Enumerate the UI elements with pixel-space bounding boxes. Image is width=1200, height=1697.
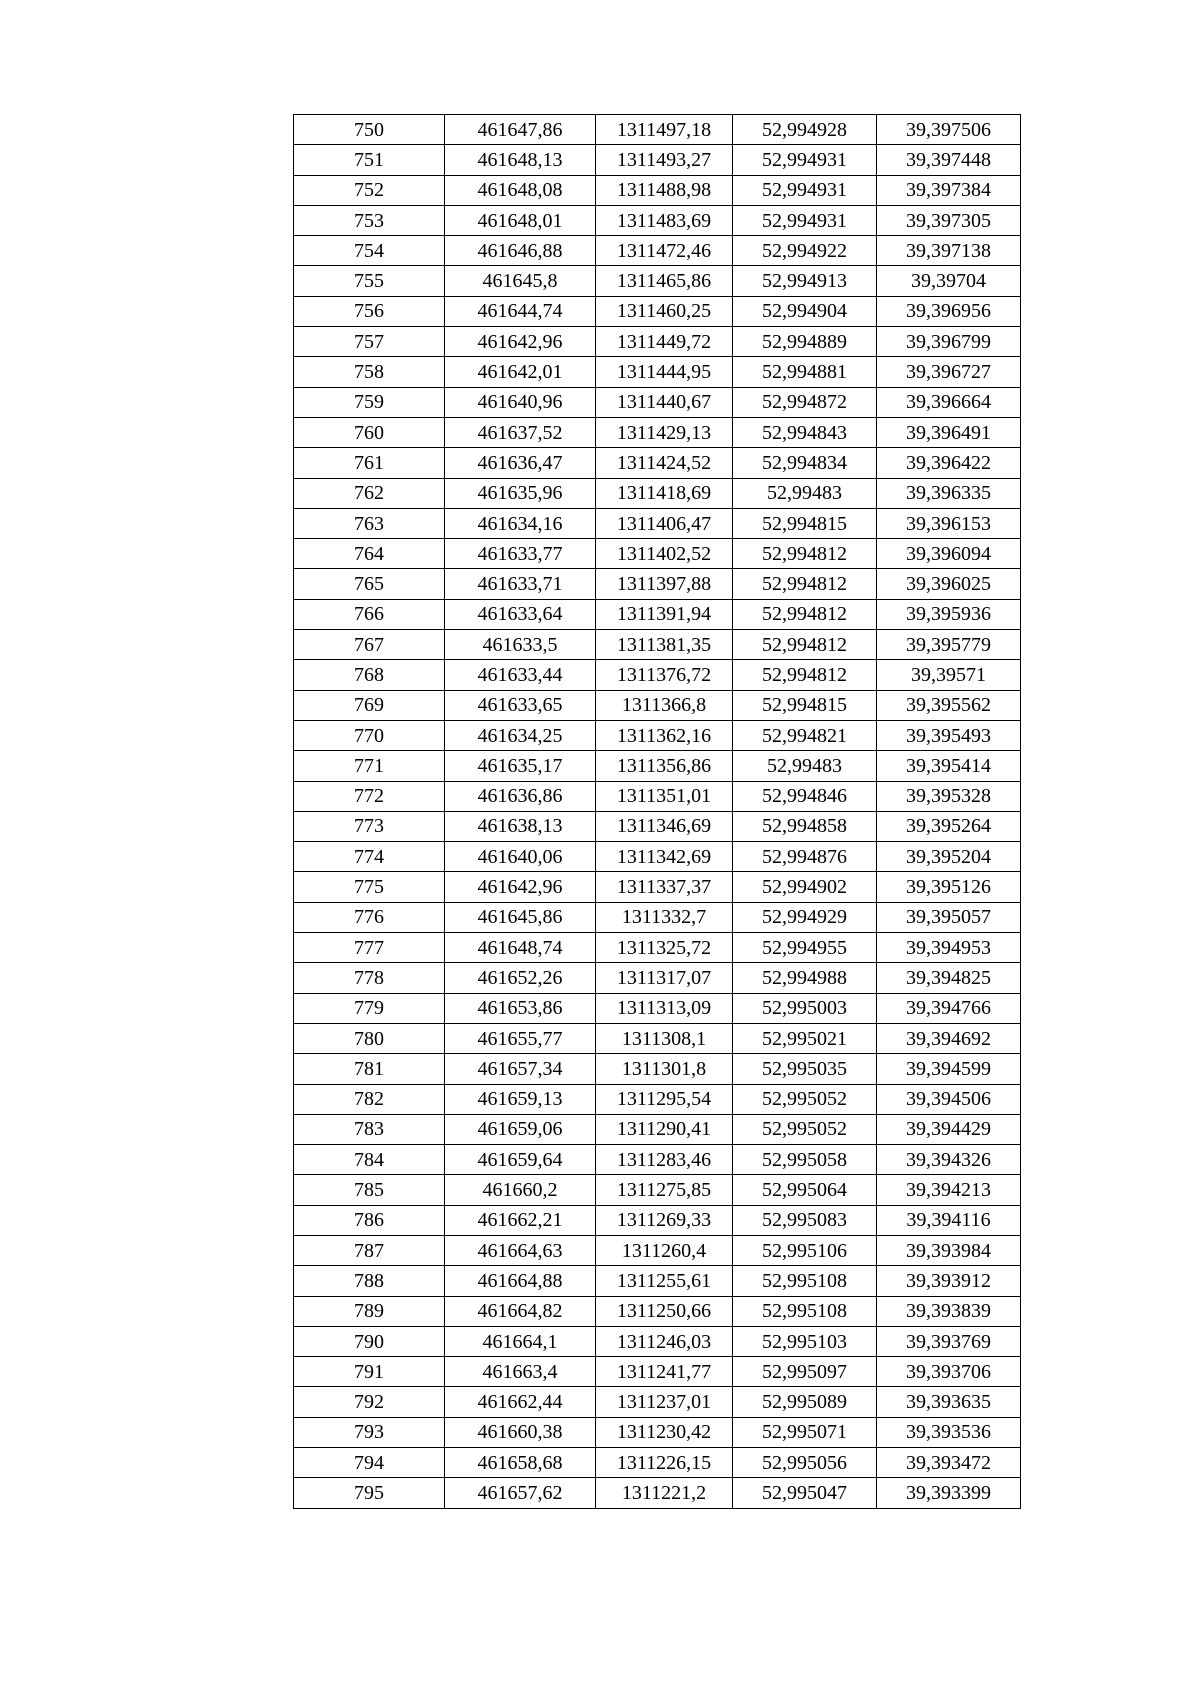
longitude-cell: 39,396025 (877, 569, 1021, 599)
table-row (294, 145, 1021, 175)
table-row (294, 1145, 1021, 1175)
x-coordinate-cell: 461633,71 (445, 569, 596, 599)
y-coordinate-cell: 1311351,01 (596, 781, 733, 811)
y-coordinate-cell: 1311308,1 (596, 1023, 733, 1053)
coordinates-table (293, 114, 1021, 1509)
y-coordinate-cell: 1311260,4 (596, 1235, 733, 1265)
longitude-cell: 39,39704 (877, 266, 1021, 296)
latitude-cell: 52,995108 (733, 1296, 877, 1326)
point-number-cell: 775 (294, 872, 445, 902)
table-row (294, 327, 1021, 357)
longitude-cell: 39,395562 (877, 690, 1021, 720)
latitude-cell: 52,994955 (733, 933, 877, 963)
y-coordinate-cell: 1311275,85 (596, 1175, 733, 1205)
x-coordinate-cell: 461633,5 (445, 630, 596, 660)
x-coordinate-cell: 461640,06 (445, 842, 596, 872)
y-coordinate-cell: 1311488,98 (596, 175, 733, 205)
longitude-cell: 39,396956 (877, 296, 1021, 326)
point-number-cell: 774 (294, 842, 445, 872)
point-number-cell: 776 (294, 902, 445, 932)
x-coordinate-cell: 461664,88 (445, 1266, 596, 1296)
point-number-cell: 763 (294, 508, 445, 538)
table-row (294, 236, 1021, 266)
point-number-cell: 764 (294, 539, 445, 569)
latitude-cell: 52,995108 (733, 1266, 877, 1296)
x-coordinate-cell: 461659,13 (445, 1084, 596, 1114)
latitude-cell: 52,994815 (733, 508, 877, 538)
latitude-cell: 52,994846 (733, 781, 877, 811)
longitude-cell: 39,394213 (877, 1175, 1021, 1205)
y-coordinate-cell: 1311237,01 (596, 1387, 733, 1417)
point-number-cell: 765 (294, 569, 445, 599)
longitude-cell: 39,395493 (877, 720, 1021, 750)
x-coordinate-cell: 461638,13 (445, 811, 596, 841)
x-coordinate-cell: 461648,13 (445, 145, 596, 175)
longitude-cell: 39,394506 (877, 1084, 1021, 1114)
latitude-cell: 52,995071 (733, 1417, 877, 1447)
x-coordinate-cell: 461645,8 (445, 266, 596, 296)
x-coordinate-cell: 461660,2 (445, 1175, 596, 1205)
y-coordinate-cell: 1311497,18 (596, 115, 733, 145)
y-coordinate-cell: 1311337,37 (596, 872, 733, 902)
point-number-cell: 778 (294, 963, 445, 993)
point-number-cell: 766 (294, 599, 445, 629)
y-coordinate-cell: 1311472,46 (596, 236, 733, 266)
x-coordinate-cell: 461633,64 (445, 599, 596, 629)
x-coordinate-cell: 461633,65 (445, 690, 596, 720)
x-coordinate-cell: 461644,74 (445, 296, 596, 326)
longitude-cell: 39,393536 (877, 1417, 1021, 1447)
point-number-cell: 754 (294, 236, 445, 266)
longitude-cell: 39,394953 (877, 933, 1021, 963)
latitude-cell: 52,995064 (733, 1175, 877, 1205)
longitude-cell: 39,393912 (877, 1266, 1021, 1296)
latitude-cell: 52,994904 (733, 296, 877, 326)
latitude-cell: 52,994858 (733, 811, 877, 841)
latitude-cell: 52,994876 (733, 842, 877, 872)
table-row (294, 993, 1021, 1023)
table-row (294, 417, 1021, 447)
y-coordinate-cell: 1311391,94 (596, 599, 733, 629)
table-row (294, 1296, 1021, 1326)
x-coordinate-cell: 461642,96 (445, 327, 596, 357)
latitude-cell: 52,99483 (733, 751, 877, 781)
point-number-cell: 780 (294, 1023, 445, 1053)
latitude-cell: 52,994931 (733, 205, 877, 235)
latitude-cell: 52,995103 (733, 1326, 877, 1356)
longitude-cell: 39,393399 (877, 1478, 1021, 1508)
table-row (294, 1054, 1021, 1084)
point-number-cell: 768 (294, 660, 445, 690)
point-number-cell: 773 (294, 811, 445, 841)
x-coordinate-cell: 461657,62 (445, 1478, 596, 1508)
longitude-cell: 39,393472 (877, 1448, 1021, 1478)
x-coordinate-cell: 461664,63 (445, 1235, 596, 1265)
y-coordinate-cell: 1311332,7 (596, 902, 733, 932)
longitude-cell: 39,397384 (877, 175, 1021, 205)
longitude-cell: 39,394599 (877, 1054, 1021, 1084)
point-number-cell: 794 (294, 1448, 445, 1478)
latitude-cell: 52,994931 (733, 175, 877, 205)
x-coordinate-cell: 461658,68 (445, 1448, 596, 1478)
longitude-cell: 39,396799 (877, 327, 1021, 357)
longitude-cell: 39,394825 (877, 963, 1021, 993)
table-row (294, 1084, 1021, 1114)
coordinates-table-body (294, 115, 1021, 1509)
point-number-cell: 758 (294, 357, 445, 387)
y-coordinate-cell: 1311342,69 (596, 842, 733, 872)
x-coordinate-cell: 461648,01 (445, 205, 596, 235)
table-row (294, 781, 1021, 811)
x-coordinate-cell: 461648,08 (445, 175, 596, 205)
table-row (294, 751, 1021, 781)
x-coordinate-cell: 461635,96 (445, 478, 596, 508)
y-coordinate-cell: 1311397,88 (596, 569, 733, 599)
latitude-cell: 52,995035 (733, 1054, 877, 1084)
x-coordinate-cell: 461634,16 (445, 508, 596, 538)
x-coordinate-cell: 461633,44 (445, 660, 596, 690)
point-number-cell: 792 (294, 1387, 445, 1417)
y-coordinate-cell: 1311226,15 (596, 1448, 733, 1478)
x-coordinate-cell: 461662,21 (445, 1205, 596, 1235)
table-row (294, 448, 1021, 478)
latitude-cell: 52,995083 (733, 1205, 877, 1235)
latitude-cell: 52,994988 (733, 963, 877, 993)
x-coordinate-cell: 461637,52 (445, 417, 596, 447)
table-row (294, 963, 1021, 993)
latitude-cell: 52,994812 (733, 539, 877, 569)
longitude-cell: 39,395936 (877, 599, 1021, 629)
y-coordinate-cell: 1311460,25 (596, 296, 733, 326)
longitude-cell: 39,393984 (877, 1235, 1021, 1265)
table-row (294, 630, 1021, 660)
table-row (294, 1175, 1021, 1205)
table-row (294, 1357, 1021, 1387)
x-coordinate-cell: 461662,44 (445, 1387, 596, 1417)
latitude-cell: 52,994812 (733, 660, 877, 690)
y-coordinate-cell: 1311283,46 (596, 1145, 733, 1175)
longitude-cell: 39,393769 (877, 1326, 1021, 1356)
y-coordinate-cell: 1311317,07 (596, 963, 733, 993)
longitude-cell: 39,394766 (877, 993, 1021, 1023)
latitude-cell: 52,995089 (733, 1387, 877, 1417)
x-coordinate-cell: 461633,77 (445, 539, 596, 569)
longitude-cell: 39,396727 (877, 357, 1021, 387)
point-number-cell: 789 (294, 1296, 445, 1326)
latitude-cell: 52,995047 (733, 1478, 877, 1508)
longitude-cell: 39,396664 (877, 387, 1021, 417)
longitude-cell: 39,397506 (877, 115, 1021, 145)
table-row (294, 1326, 1021, 1356)
y-coordinate-cell: 1311230,42 (596, 1417, 733, 1447)
table-row (294, 1235, 1021, 1265)
longitude-cell: 39,396153 (877, 508, 1021, 538)
longitude-cell: 39,394326 (877, 1145, 1021, 1175)
y-coordinate-cell: 1311269,33 (596, 1205, 733, 1235)
point-number-cell: 770 (294, 720, 445, 750)
y-coordinate-cell: 1311429,13 (596, 417, 733, 447)
point-number-cell: 781 (294, 1054, 445, 1084)
point-number-cell: 782 (294, 1084, 445, 1114)
table-row (294, 266, 1021, 296)
point-number-cell: 790 (294, 1326, 445, 1356)
table-row (294, 357, 1021, 387)
table-row (294, 690, 1021, 720)
point-number-cell: 784 (294, 1145, 445, 1175)
y-coordinate-cell: 1311295,54 (596, 1084, 733, 1114)
longitude-cell: 39,393839 (877, 1296, 1021, 1326)
point-number-cell: 771 (294, 751, 445, 781)
x-coordinate-cell: 461652,26 (445, 963, 596, 993)
y-coordinate-cell: 1311444,95 (596, 357, 733, 387)
latitude-cell: 52,995021 (733, 1023, 877, 1053)
x-coordinate-cell: 461659,06 (445, 1114, 596, 1144)
x-coordinate-cell: 461655,77 (445, 1023, 596, 1053)
point-number-cell: 788 (294, 1266, 445, 1296)
point-number-cell: 779 (294, 993, 445, 1023)
latitude-cell: 52,995097 (733, 1357, 877, 1387)
y-coordinate-cell: 1311313,09 (596, 993, 733, 1023)
latitude-cell: 52,995056 (733, 1448, 877, 1478)
latitude-cell: 52,995058 (733, 1145, 877, 1175)
y-coordinate-cell: 1311362,16 (596, 720, 733, 750)
latitude-cell: 52,995052 (733, 1114, 877, 1144)
latitude-cell: 52,994922 (733, 236, 877, 266)
table-row (294, 296, 1021, 326)
y-coordinate-cell: 1311402,52 (596, 539, 733, 569)
point-number-cell: 759 (294, 387, 445, 417)
table-row (294, 478, 1021, 508)
longitude-cell: 39,395264 (877, 811, 1021, 841)
x-coordinate-cell: 461653,86 (445, 993, 596, 1023)
longitude-cell: 39,393706 (877, 1357, 1021, 1387)
point-number-cell: 777 (294, 933, 445, 963)
y-coordinate-cell: 1311366,8 (596, 690, 733, 720)
table-row (294, 902, 1021, 932)
x-coordinate-cell: 461648,74 (445, 933, 596, 963)
y-coordinate-cell: 1311221,2 (596, 1478, 733, 1508)
x-coordinate-cell: 461642,96 (445, 872, 596, 902)
table-row (294, 115, 1021, 145)
latitude-cell: 52,994889 (733, 327, 877, 357)
point-number-cell: 793 (294, 1417, 445, 1447)
latitude-cell: 52,995052 (733, 1084, 877, 1114)
latitude-cell: 52,994929 (733, 902, 877, 932)
x-coordinate-cell: 461647,86 (445, 115, 596, 145)
x-coordinate-cell: 461636,86 (445, 781, 596, 811)
point-number-cell: 752 (294, 175, 445, 205)
longitude-cell: 39,393635 (877, 1387, 1021, 1417)
table-row (294, 1114, 1021, 1144)
table-row (294, 872, 1021, 902)
x-coordinate-cell: 461640,96 (445, 387, 596, 417)
table-row (294, 811, 1021, 841)
point-number-cell: 791 (294, 1357, 445, 1387)
latitude-cell: 52,994815 (733, 690, 877, 720)
longitude-cell: 39,397448 (877, 145, 1021, 175)
point-number-cell: 750 (294, 115, 445, 145)
table-row (294, 1417, 1021, 1447)
table-row (294, 933, 1021, 963)
longitude-cell: 39,397138 (877, 236, 1021, 266)
longitude-cell: 39,394116 (877, 1205, 1021, 1235)
x-coordinate-cell: 461657,34 (445, 1054, 596, 1084)
latitude-cell: 52,994913 (733, 266, 877, 296)
latitude-cell: 52,994881 (733, 357, 877, 387)
y-coordinate-cell: 1311255,61 (596, 1266, 733, 1296)
x-coordinate-cell: 461646,88 (445, 236, 596, 266)
longitude-cell: 39,395126 (877, 872, 1021, 902)
table-row (294, 539, 1021, 569)
point-number-cell: 762 (294, 478, 445, 508)
longitude-cell: 39,396422 (877, 448, 1021, 478)
table-row (294, 1266, 1021, 1296)
longitude-cell: 39,394429 (877, 1114, 1021, 1144)
x-coordinate-cell: 461664,1 (445, 1326, 596, 1356)
latitude-cell: 52,994931 (733, 145, 877, 175)
y-coordinate-cell: 1311346,69 (596, 811, 733, 841)
longitude-cell: 39,396094 (877, 539, 1021, 569)
latitude-cell: 52,994812 (733, 599, 877, 629)
y-coordinate-cell: 1311241,77 (596, 1357, 733, 1387)
y-coordinate-cell: 1311465,86 (596, 266, 733, 296)
table-row (294, 569, 1021, 599)
longitude-cell: 39,397305 (877, 205, 1021, 235)
table-row (294, 1448, 1021, 1478)
y-coordinate-cell: 1311250,66 (596, 1296, 733, 1326)
table-row (294, 205, 1021, 235)
point-number-cell: 769 (294, 690, 445, 720)
point-number-cell: 786 (294, 1205, 445, 1235)
point-number-cell: 755 (294, 266, 445, 296)
point-number-cell: 787 (294, 1235, 445, 1265)
table-row (294, 1023, 1021, 1053)
table-row (294, 660, 1021, 690)
longitude-cell: 39,394692 (877, 1023, 1021, 1053)
y-coordinate-cell: 1311381,35 (596, 630, 733, 660)
latitude-cell: 52,994834 (733, 448, 877, 478)
y-coordinate-cell: 1311418,69 (596, 478, 733, 508)
point-number-cell: 795 (294, 1478, 445, 1508)
longitude-cell: 39,395414 (877, 751, 1021, 781)
latitude-cell: 52,994928 (733, 115, 877, 145)
point-number-cell: 785 (294, 1175, 445, 1205)
y-coordinate-cell: 1311440,67 (596, 387, 733, 417)
table-row (294, 842, 1021, 872)
table-row (294, 508, 1021, 538)
longitude-cell: 39,396491 (877, 417, 1021, 447)
longitude-cell: 39,395328 (877, 781, 1021, 811)
x-coordinate-cell: 461663,4 (445, 1357, 596, 1387)
y-coordinate-cell: 1311325,72 (596, 933, 733, 963)
y-coordinate-cell: 1311290,41 (596, 1114, 733, 1144)
point-number-cell: 756 (294, 296, 445, 326)
point-number-cell: 767 (294, 630, 445, 660)
latitude-cell: 52,994843 (733, 417, 877, 447)
point-number-cell: 772 (294, 781, 445, 811)
latitude-cell: 52,995003 (733, 993, 877, 1023)
latitude-cell: 52,994872 (733, 387, 877, 417)
table-row (294, 1387, 1021, 1417)
y-coordinate-cell: 1311483,69 (596, 205, 733, 235)
y-coordinate-cell: 1311406,47 (596, 508, 733, 538)
latitude-cell: 52,994812 (733, 630, 877, 660)
y-coordinate-cell: 1311301,8 (596, 1054, 733, 1084)
point-number-cell: 761 (294, 448, 445, 478)
x-coordinate-cell: 461660,38 (445, 1417, 596, 1447)
x-coordinate-cell: 461645,86 (445, 902, 596, 932)
point-number-cell: 751 (294, 145, 445, 175)
x-coordinate-cell: 461636,47 (445, 448, 596, 478)
longitude-cell: 39,39571 (877, 660, 1021, 690)
table-row (294, 599, 1021, 629)
x-coordinate-cell: 461664,82 (445, 1296, 596, 1326)
point-number-cell: 753 (294, 205, 445, 235)
longitude-cell: 39,395779 (877, 630, 1021, 660)
y-coordinate-cell: 1311246,03 (596, 1326, 733, 1356)
table-row (294, 175, 1021, 205)
longitude-cell: 39,395057 (877, 902, 1021, 932)
point-number-cell: 783 (294, 1114, 445, 1144)
x-coordinate-cell: 461659,64 (445, 1145, 596, 1175)
latitude-cell: 52,995106 (733, 1235, 877, 1265)
longitude-cell: 39,395204 (877, 842, 1021, 872)
y-coordinate-cell: 1311424,52 (596, 448, 733, 478)
latitude-cell: 52,994902 (733, 872, 877, 902)
latitude-cell: 52,994812 (733, 569, 877, 599)
y-coordinate-cell: 1311376,72 (596, 660, 733, 690)
latitude-cell: 52,99483 (733, 478, 877, 508)
table-row (294, 387, 1021, 417)
latitude-cell: 52,994821 (733, 720, 877, 750)
point-number-cell: 757 (294, 327, 445, 357)
longitude-cell: 39,396335 (877, 478, 1021, 508)
x-coordinate-cell: 461634,25 (445, 720, 596, 750)
table-row (294, 1205, 1021, 1235)
x-coordinate-cell: 461635,17 (445, 751, 596, 781)
y-coordinate-cell: 1311493,27 (596, 145, 733, 175)
x-coordinate-cell: 461642,01 (445, 357, 596, 387)
y-coordinate-cell: 1311356,86 (596, 751, 733, 781)
table-row (294, 1478, 1021, 1508)
table-row (294, 720, 1021, 750)
point-number-cell: 760 (294, 417, 445, 447)
y-coordinate-cell: 1311449,72 (596, 327, 733, 357)
